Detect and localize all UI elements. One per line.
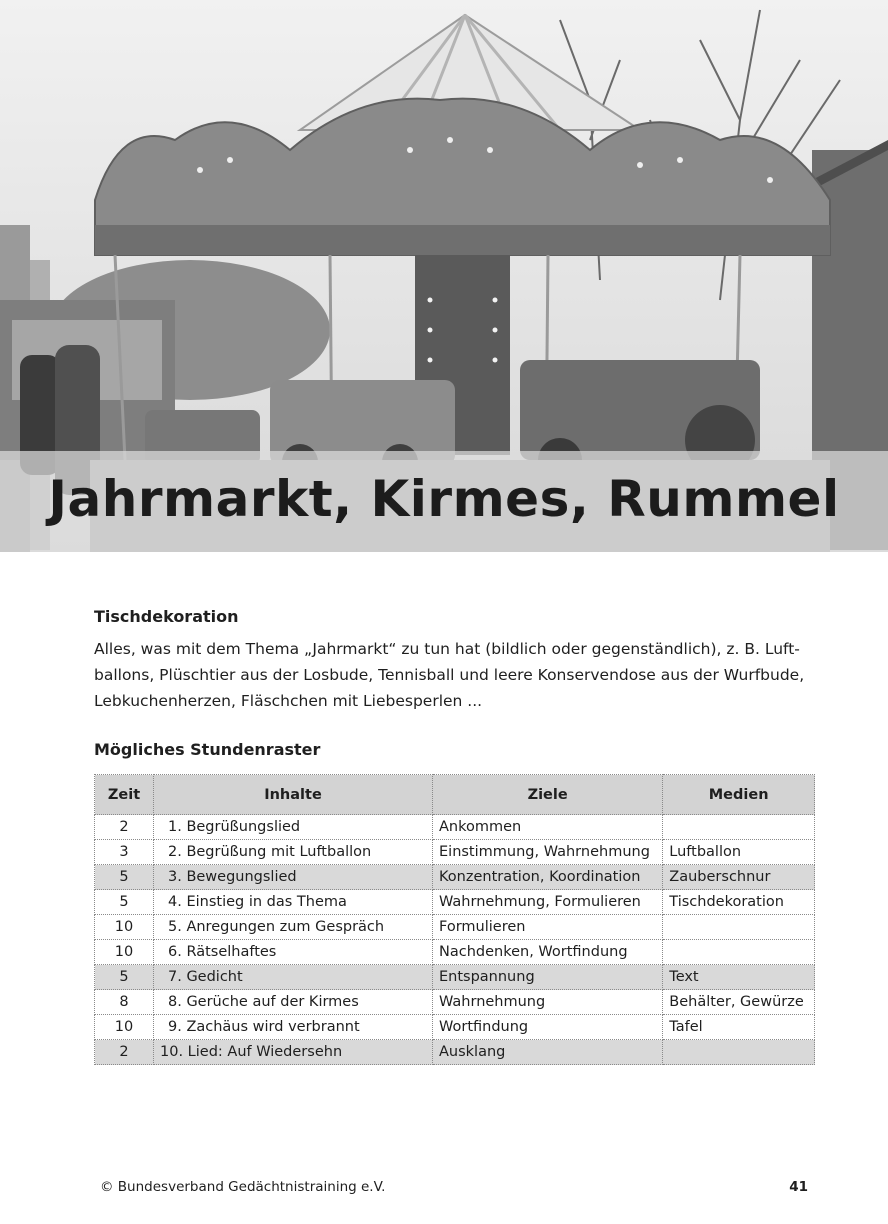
copyright: © Bundesverband Gedächtnistraining e.V. bbox=[100, 1179, 386, 1195]
table-row bbox=[95, 865, 815, 890]
cell-zeit: 2 bbox=[95, 815, 154, 840]
table-row bbox=[95, 990, 815, 1015]
cell-inhalt: 10. Lied: Auf Wiedersehn bbox=[154, 1040, 433, 1065]
table-row bbox=[95, 815, 815, 840]
cell-ziel: Entspannung bbox=[433, 965, 663, 990]
cell-ziel: Wahrnehmung, Formulieren bbox=[433, 890, 663, 915]
cell-zeit: 2 bbox=[95, 1040, 154, 1065]
paragraph-line: Alles, was mit dem Thema „Jahrmarkt“ zu tun hat (bildlich oder gegenständlich), z. B. Luft- bbox=[94, 640, 800, 658]
cell-zeit: 10 bbox=[95, 1015, 154, 1040]
cell-inhalt: 7. Gedicht bbox=[154, 965, 433, 990]
cell-inhalt: 5. Anregungen zum Gespräch bbox=[154, 915, 433, 940]
cell-zeit: 3 bbox=[95, 840, 154, 865]
cell-ziel: Nachdenken, Wortfindung bbox=[433, 940, 663, 965]
cell-medien bbox=[663, 915, 815, 940]
cell-medien: Behälter, Gewürze bbox=[663, 990, 815, 1015]
table-row bbox=[95, 840, 815, 865]
cell-inhalt: 2. Begrüßung mit Luftballon bbox=[154, 840, 433, 865]
header-ziele: Ziele bbox=[433, 775, 663, 815]
table-row bbox=[95, 890, 815, 915]
cell-ziel: Ankommen bbox=[433, 815, 663, 840]
table-row bbox=[95, 965, 815, 990]
cell-medien bbox=[663, 940, 815, 965]
cell-zeit: 10 bbox=[95, 915, 154, 940]
cell-medien: Text bbox=[663, 965, 815, 990]
cell-medien: Tafel bbox=[663, 1015, 815, 1040]
cell-medien: Luftballon bbox=[663, 840, 815, 865]
tischdekoration-paragraph bbox=[94, 636, 814, 714]
header-medien: Medien bbox=[663, 775, 815, 815]
schedule-table bbox=[94, 774, 815, 1065]
cell-medien: Zauberschnur bbox=[663, 865, 815, 890]
cell-inhalt: 1. Begrüßungslied bbox=[154, 815, 433, 840]
cell-ziel: Wahrnehmung bbox=[433, 990, 663, 1015]
cell-ziel: Formulieren bbox=[433, 915, 663, 940]
header-inhalte: Inhalte bbox=[154, 775, 433, 815]
cell-medien bbox=[663, 1040, 815, 1065]
paragraph-line: ballons, Plüschtier aus der Losbude, Tennisball und leere Konservendose aus der Wurfbude, bbox=[94, 666, 805, 684]
table-row bbox=[95, 1015, 815, 1040]
cell-medien: Tischdekoration bbox=[663, 890, 815, 915]
section-heading-stundenraster: Mögliches Stundenraster bbox=[94, 740, 321, 759]
table-header-row bbox=[95, 775, 815, 815]
header-zeit: Zeit bbox=[95, 775, 154, 815]
cell-ziel: Wortfindung bbox=[433, 1015, 663, 1040]
cell-inhalt: 3. Bewegungslied bbox=[154, 865, 433, 890]
paragraph-line: Lebkuchenherzen, Fläschchen mit Liebesperlen ... bbox=[94, 692, 483, 710]
cell-inhalt: 4. Einstieg in das Thema bbox=[154, 890, 433, 915]
table-body bbox=[95, 815, 815, 1065]
table-row bbox=[95, 940, 815, 965]
cell-inhalt: 9. Zachäus wird verbrannt bbox=[154, 1015, 433, 1040]
cell-inhalt: 6. Rätselhaftes bbox=[154, 940, 433, 965]
section-heading-tischdekoration: Tischdekoration bbox=[94, 607, 239, 626]
cell-zeit: 8 bbox=[95, 990, 154, 1015]
cell-ziel: Ausklang bbox=[433, 1040, 663, 1065]
cell-zeit: 5 bbox=[95, 965, 154, 990]
page-number: 41 bbox=[789, 1179, 808, 1195]
table-row bbox=[95, 1040, 815, 1065]
page-title: Jahrmarkt, Kirmes, Rummel bbox=[48, 470, 840, 528]
cell-zeit: 5 bbox=[95, 865, 154, 890]
cell-zeit: 10 bbox=[95, 940, 154, 965]
table-row bbox=[95, 915, 815, 940]
cell-inhalt: 8. Gerüche auf der Kirmes bbox=[154, 990, 433, 1015]
cell-ziel: Konzentration, Koordination bbox=[433, 865, 663, 890]
cell-medien bbox=[663, 815, 815, 840]
cell-zeit: 5 bbox=[95, 890, 154, 915]
cell-ziel: Einstimmung, Wahrnehmung bbox=[433, 840, 663, 865]
